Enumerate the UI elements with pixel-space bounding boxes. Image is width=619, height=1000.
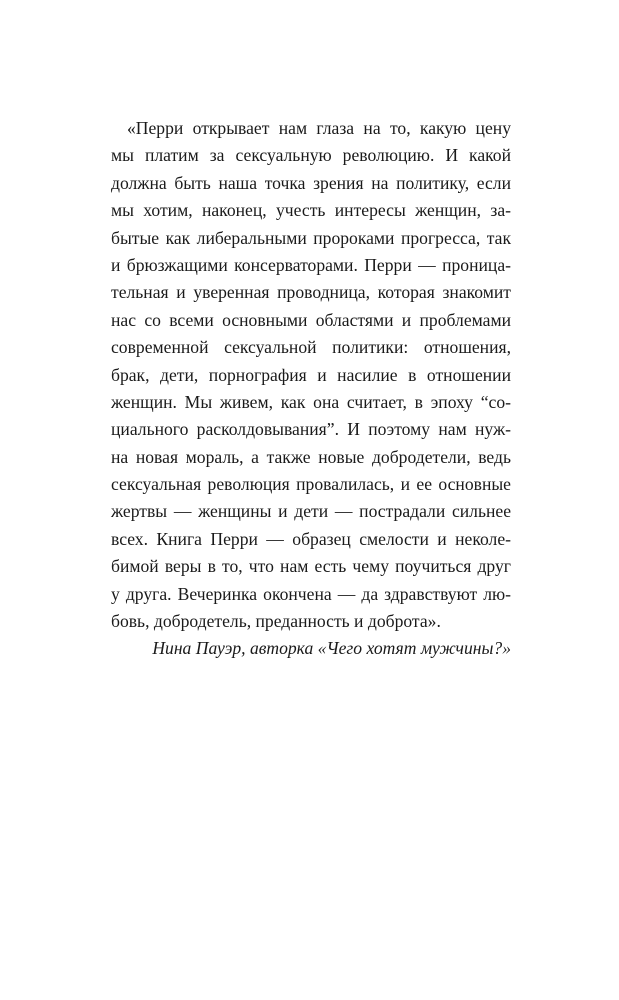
quote-line: сексуальная революция провалилась, и ее основные xyxy=(111,474,511,495)
quote-line: современной сексуальной политики: отношения, xyxy=(111,337,511,358)
quote-line: и брюзжащими консерваторами. Перри — проница- xyxy=(111,254,511,275)
quote-line: всех. Книга Перри — образец смелости и неколе- xyxy=(111,528,511,549)
quote-line: бимой веры в то, что нам есть чему поучиться друг xyxy=(111,556,511,577)
quote-line: тельная и уверенная проводница, которая знакомит xyxy=(111,282,511,303)
quote-line: циального расколдовывания”. И поэтому нам нуж- xyxy=(111,419,511,440)
quote-line: бовь, добродетель, преданность и доброта». xyxy=(111,611,441,632)
quote-attribution: Нина Пауэр, авторка «Чего хотят мужчины?» xyxy=(152,638,511,659)
quote-line: женщин. Мы живем, как она считает, в эпоху “со- xyxy=(111,391,511,412)
quote-line: на новая мораль, а также новые добродетели, ведь xyxy=(111,446,511,467)
quote-line: нас со всеми основными областями и проблемами xyxy=(111,309,511,330)
quote-line: бытые как либеральными пророками прогресса, так xyxy=(111,227,511,248)
quote-line: должна быть наша точка зрения на политику, если xyxy=(111,172,511,193)
quote-block xyxy=(111,115,511,663)
quote-line: брак, дети, порнография и насилие в отношении xyxy=(111,364,511,385)
quote-line: «Перри открывает нам глаза на то, какую цену xyxy=(127,118,511,138)
quote-line: мы платим за сексуальную революцию. И какой xyxy=(111,145,511,166)
quote-line: мы хотим, наконец, учесть интересы женщин, за- xyxy=(111,200,511,221)
quote-line: жертвы — женщины и дети — пострадали сильнее xyxy=(111,501,511,522)
quote-line: у друга. Вечеринка окончена — да здравствуют лю- xyxy=(111,583,511,604)
